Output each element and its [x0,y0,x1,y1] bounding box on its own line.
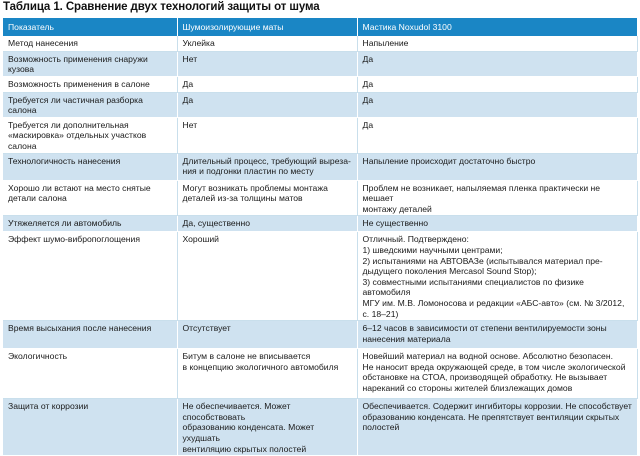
row-mats-value: Хороший [177,232,357,321]
table-row [3,321,637,349]
row-mastic-value: Не существенно [357,216,637,232]
table-row [3,349,637,399]
row-mastic-value: Отличный. Подтверждено: 1) шведскими научными центрами; 2) испытаниями на АВТОВАЗе (испытывался материал пре- дыдущего поколения Mercasol Sound Stop); 3) совместными испытаниями специалистов по физике автомобиля МГУ им. М.В. Ломоносова и редакции «АБС-авто» (см. № 3/2012, с. 18–21) [357,232,637,321]
row-parameter: Требуется ли частичная разборка салона [3,92,177,117]
row-mastic-value: Напыление [357,36,637,51]
row-mats-value: Да, существенно [177,216,357,232]
row-mastic-value: Проблем не возникает, напыляемая пленка практически не мешает монтажу деталей [357,180,637,216]
row-mastic-value: Да [357,92,637,117]
row-parameter: Метод нанесения [3,36,177,51]
row-parameter: Экологичность [3,349,177,399]
row-mats-value: Длительный процесс, требующий выреза- ния и подгонки пластин по месту [177,153,357,180]
row-parameter: Время высыхания после нанесения [3,321,177,349]
row-mastic-value: Обеспечивается. Содержит ингибиторы коррозии. Не способствует образованию конденсата. Не препятствует вентиляции скрытых полостей [357,399,637,456]
row-parameter: Технологичность нанесения [3,153,177,180]
row-mats-value: Битум в салоне не вписывается в концепцию экологичного автомобиля [177,349,357,399]
row-parameter: Защита от коррозии [3,399,177,456]
row-mats-value: Могут возникать проблемы монтажа деталей из-за толщины матов [177,180,357,216]
row-mastic-value: Да [357,76,637,92]
row-parameter: Хорошо ли встают на место снятые детали салона [3,180,177,216]
row-mastic-value: Новейший материал на водной основе. Абсолютно безопасен. Не наносит вреда окружающей среде, в том числе экологической обстановке на СТОА, производящей обработку. Не вызывает нареканий со стороны жителей близлежащих домов [357,349,637,399]
row-parameter: Утяжеляется ли автомобиль [3,216,177,232]
header-parameter: Показатель [3,18,177,36]
row-mats-value: Да [177,92,357,117]
table-row [3,153,637,180]
row-parameter: Возможность применения в салоне [3,76,177,92]
row-mats-value: Да [177,76,357,92]
table-title: Таблица 1. Сравнение двух технологий защиты от шума [3,1,320,13]
table-row [3,232,637,321]
table-row [3,180,637,216]
row-parameter: Требуется ли дополнительная «маскировка» отдельных участков салона [3,117,177,153]
table-row [3,76,637,92]
row-mastic-value: 6–12 часов в зависимости от степени вентилируемости зоны нанесения материала [357,321,637,349]
comparison-table [3,18,638,456]
row-mastic-value: Да [357,51,637,76]
row-mastic-value: Да [357,117,637,153]
row-mats-value: Не обеспечивается. Может способствовать образованию конденсата. Может ухудшать вентиляцию скрытых полостей [177,399,357,456]
row-mats-value: Отсутствует [177,321,357,349]
table-row [3,51,637,76]
row-mats-value: Уклейка [177,36,357,51]
header-row [3,18,637,36]
header-mastic: Мастика Noxudol 3100 [357,18,637,36]
table-row [3,216,637,232]
row-mats-value: Нет [177,117,357,153]
table-row [3,399,637,456]
row-parameter: Возможность применения снаружи кузова [3,51,177,76]
table-row [3,36,637,51]
header-mats: Шумоизолирующие маты [177,18,357,36]
table-row [3,92,637,117]
row-parameter: Эффект шумо-вибропоглощения [3,232,177,321]
row-mats-value: Нет [177,51,357,76]
row-mastic-value: Напыление происходит достаточно быстро [357,153,637,180]
table-row [3,117,637,153]
